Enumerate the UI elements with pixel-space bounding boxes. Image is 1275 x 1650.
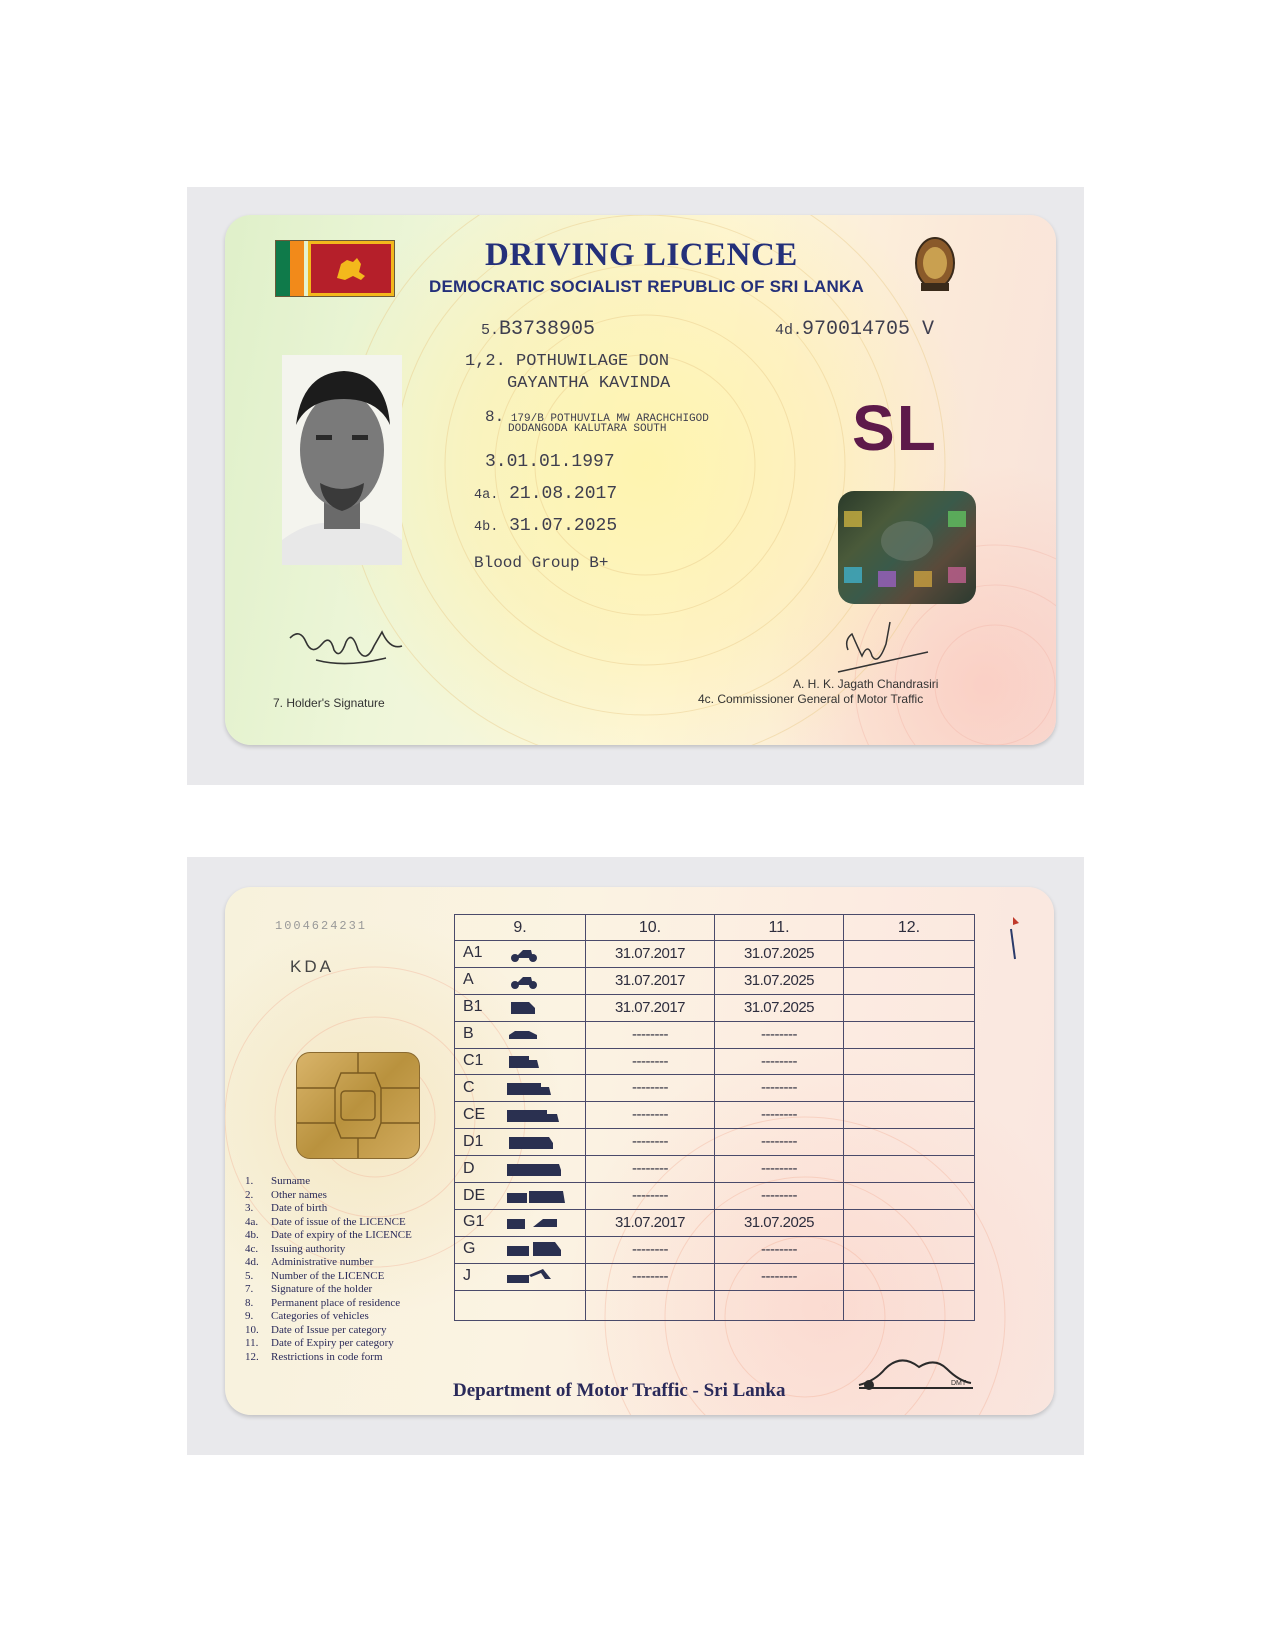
holder-signature xyxy=(286,620,410,676)
side-logo-mark xyxy=(1003,913,1023,963)
category-expiry-date: 31.07.2025 xyxy=(743,944,815,962)
back-card-photo xyxy=(187,857,1084,1455)
legend-number: 11. xyxy=(245,1337,259,1349)
legend-number: 7. xyxy=(245,1283,254,1295)
minibus-icon xyxy=(507,1128,577,1155)
legend-number: 2. xyxy=(245,1188,254,1201)
holder-signature-label: 7. Holder's Signature xyxy=(273,696,385,710)
legend-item xyxy=(245,1175,412,1189)
legend-number: 4d. xyxy=(245,1256,259,1268)
heavy-tractor-icon xyxy=(507,1236,577,1263)
bus-icon xyxy=(507,1155,577,1182)
security-hologram xyxy=(838,491,976,604)
category-code: A xyxy=(463,971,474,989)
legend-number: 1. xyxy=(245,1175,254,1187)
category-expiry-date: -------- xyxy=(761,1079,797,1097)
legend-text: Issuing authority xyxy=(271,1242,346,1255)
commissioner-signature xyxy=(828,620,938,680)
holder-name-line1: 1,2. POTHUWILAGE DON xyxy=(465,352,670,371)
legend-text: Date of Issue per category xyxy=(271,1323,387,1336)
legend-item xyxy=(245,1243,412,1257)
field-legend xyxy=(245,1175,412,1364)
legend-number: 10. xyxy=(245,1323,259,1336)
country-code: SL xyxy=(852,392,938,464)
licence-title: DRIVING LICENCE xyxy=(485,237,798,273)
category-code: D xyxy=(463,1159,475,1177)
header-issue: 10. xyxy=(638,918,662,936)
legend-item xyxy=(245,1351,412,1365)
category-code: C xyxy=(463,1078,475,1096)
category-issue-date: 31.07.2017 xyxy=(614,1213,686,1231)
country-subtitle: DEMOCRATIC SOCIALIST REPUBLIC OF SRI LANKA xyxy=(429,277,864,296)
legend-text: Date of birth xyxy=(271,1202,328,1214)
category-code: G1 xyxy=(463,1213,485,1231)
category-code: A1 xyxy=(463,944,483,962)
legend-number: 12. xyxy=(245,1350,259,1363)
bus-trailer-icon xyxy=(507,1182,577,1209)
category-issue-date: -------- xyxy=(632,1133,668,1151)
articulated-truck-icon xyxy=(507,1101,577,1128)
legend-number: 5. xyxy=(245,1269,254,1282)
category-code: B xyxy=(463,1025,474,1043)
three-wheeler-icon xyxy=(507,994,577,1021)
category-code: CE xyxy=(463,1105,486,1123)
category-code: G xyxy=(463,1240,476,1258)
legend-number: 9. xyxy=(245,1310,254,1322)
legend-text: Signature of the holder xyxy=(271,1283,373,1295)
front-card-photo xyxy=(187,187,1084,785)
legend-text: Surname xyxy=(271,1175,311,1187)
legend-number: 4b. xyxy=(245,1229,259,1241)
vehicle-category-table xyxy=(454,914,975,1321)
national-emblem-icon xyxy=(913,233,957,295)
light-truck-icon xyxy=(507,1048,577,1075)
holder-photo xyxy=(282,355,402,565)
issue-date: 4a. 21.08.2017 xyxy=(474,484,618,504)
header-categories: 9. xyxy=(513,918,527,936)
legend-number: 4c. xyxy=(245,1242,259,1255)
legend-text: Date of Expiry per category xyxy=(271,1337,394,1349)
category-code: J xyxy=(463,1267,471,1285)
category-code: C1 xyxy=(463,1052,484,1070)
legend-text: Number of the LICENCE xyxy=(271,1269,385,1282)
blood-group: Blood Group B+ xyxy=(474,554,609,572)
sri-lanka-flag xyxy=(275,240,395,297)
holder-name-line2: GAYANTHA KAVINDA xyxy=(507,374,671,393)
category-issue-date: -------- xyxy=(632,1187,668,1205)
date-of-birth: 3.01.01.1997 xyxy=(485,452,615,472)
legend-text: Restrictions in code form xyxy=(271,1350,383,1363)
legend-text: Categories of vehicles xyxy=(271,1310,369,1322)
legend-item xyxy=(245,1324,412,1338)
address-line2: DODANGODA KALUTARA SOUTH xyxy=(508,423,667,435)
legend-item xyxy=(245,1189,412,1203)
legend-number: 4a. xyxy=(245,1215,259,1228)
licence-front xyxy=(225,215,1056,745)
category-expiry-date: 31.07.2025 xyxy=(743,1213,815,1231)
legend-item xyxy=(245,1270,412,1284)
commissioner-title: 4c. Commissioner General of Motor Traffic xyxy=(698,692,924,706)
legend-text: Other names xyxy=(271,1188,327,1201)
category-expiry-date: -------- xyxy=(761,1240,797,1258)
administrative-number: 4d.970014705 V xyxy=(775,318,935,341)
category-expiry-date: -------- xyxy=(761,1052,797,1070)
category-code: B1 xyxy=(463,998,483,1016)
legend-item xyxy=(245,1297,412,1311)
car-icon xyxy=(507,1021,577,1048)
legend-number: 3. xyxy=(245,1202,254,1214)
category-expiry-date: -------- xyxy=(761,1160,797,1178)
category-code: D1 xyxy=(463,1132,484,1150)
category-expiry-date: 31.07.2025 xyxy=(743,998,815,1016)
legend-item xyxy=(245,1310,412,1324)
category-issue-date: 31.07.2017 xyxy=(614,998,686,1016)
licence-number: 5.B3738905 xyxy=(481,318,596,341)
category-issue-date: -------- xyxy=(632,1267,668,1285)
motorcycle-icon xyxy=(507,940,577,967)
legend-text: Administrative number xyxy=(271,1256,374,1268)
smart-chip xyxy=(296,1052,420,1159)
category-issue-date: -------- xyxy=(632,1079,668,1097)
svg-text:DMT: DMT xyxy=(951,1380,967,1387)
category-expiry-date: 31.07.2025 xyxy=(743,971,815,989)
truck-icon xyxy=(507,1075,577,1102)
legend-item xyxy=(245,1202,412,1216)
legend-text: Date of issue of the LICENCE xyxy=(271,1215,406,1228)
legend-item xyxy=(245,1256,412,1270)
category-issue-date: -------- xyxy=(632,1240,668,1258)
excavator-icon xyxy=(507,1263,577,1290)
header-expiry: 11. xyxy=(768,918,790,936)
dmt-logo xyxy=(855,1355,977,1397)
office-code: KDA xyxy=(290,957,334,976)
category-expiry-date: -------- xyxy=(761,1025,797,1043)
category-issue-date: -------- xyxy=(632,1106,668,1124)
category-issue-date: -------- xyxy=(632,1052,668,1070)
motorcycle-icon xyxy=(507,967,577,994)
legend-number: 8. xyxy=(245,1296,254,1309)
category-issue-date: 31.07.2017 xyxy=(614,971,686,989)
legend-item xyxy=(245,1216,412,1230)
commissioner-name: A. H. K. Jagath Chandrasiri xyxy=(793,677,939,691)
category-expiry-date: -------- xyxy=(761,1267,797,1285)
category-code: DE xyxy=(463,1186,486,1204)
expiry-date: 4b. 31.07.2025 xyxy=(474,516,618,536)
category-issue-date: -------- xyxy=(632,1025,668,1043)
category-expiry-date: -------- xyxy=(761,1187,797,1205)
header-restrictions: 12. xyxy=(897,918,921,936)
category-expiry-date: -------- xyxy=(761,1133,797,1151)
licence-back xyxy=(225,887,1054,1415)
legend-item xyxy=(245,1229,412,1243)
category-issue-date: -------- xyxy=(632,1160,668,1178)
tractor-icon xyxy=(507,1209,577,1236)
legend-item xyxy=(245,1283,412,1297)
legend-text: Permanent place of residence xyxy=(271,1296,401,1309)
category-expiry-date: -------- xyxy=(761,1106,797,1124)
card-serial-number: 1004624231 xyxy=(275,919,368,933)
legend-text: Date of expiry of the LICENCE xyxy=(271,1229,412,1241)
address-line1: 8. 179/B POTHUVILA MW ARACHCHIGOD xyxy=(485,408,709,426)
department-name: Department of Motor Traffic - Sri Lanka xyxy=(453,1380,786,1401)
category-issue-date: 31.07.2017 xyxy=(614,944,686,962)
legend-item xyxy=(245,1337,412,1351)
